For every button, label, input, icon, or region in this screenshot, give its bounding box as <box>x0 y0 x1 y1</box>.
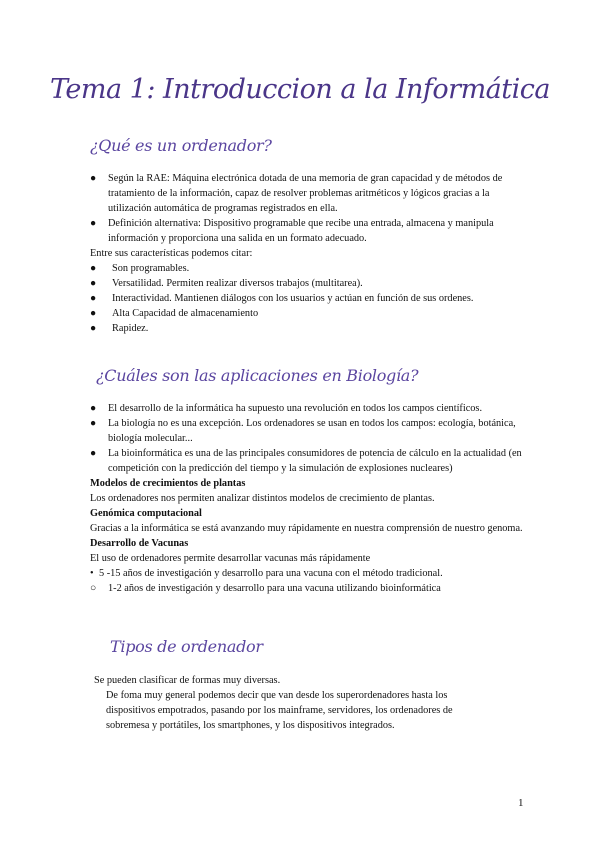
document-title: Tema 1: Introduccion a la Informática <box>50 74 550 105</box>
list-item: ● Interactividad. Mantienen diálogos con los usuarios y actúan en función de sus ordenes. <box>90 293 474 304</box>
list-item: ● La bioinformática es una de las principales consumidores de potencia de cálculo en la actualidad (en competición con la predicción del tiempo y la simulación de explosiones nucleares) <box>90 448 522 474</box>
bullet-icon: ● <box>90 218 97 229</box>
bullet-icon: ● <box>90 448 97 459</box>
section-body-tipos <box>94 673 534 733</box>
bullet-icon: ● <box>90 278 97 289</box>
bullet-icon: ● <box>90 323 97 334</box>
list-item: ● Definición alternativa: Dispositivo programable que recibe una entrada, almacena y manipula información y proporciona una salida en un formato adecuado. <box>90 218 494 244</box>
list-item: ● Según la RAE: Máquina electrónica dotada de una memoria de gran capacidad y de métodos de tratamiento de la información, capaz de resolver problemas aritméticos y lógicos gracias a la utilización automática de programas registrados en ella. <box>90 173 503 214</box>
section-heading-ordenador: ¿Qué es un ordenador? <box>90 136 272 155</box>
section-body-ordenador <box>90 171 530 336</box>
page-number: 1 <box>518 797 524 809</box>
bullet-icon: ● <box>90 293 97 304</box>
list-item: ● El desarrollo de la informática ha supuesto una revolución en todos los campos científicos. <box>90 403 483 414</box>
paragraph-genomica: Gracias a la informática se está avanzando muy rápidamente en nuestra comprensión de nuestro genoma. <box>90 523 523 534</box>
paragraph-clasificar: Se pueden clasificar de formas muy diversas. <box>94 675 281 686</box>
list-item: ● Rapidez. <box>90 323 149 334</box>
section-body-biologia <box>90 401 530 596</box>
circle-bullet-icon: ○ <box>90 583 97 594</box>
bullet-icon: ● <box>90 173 97 184</box>
section-heading-biologia: ¿Cuáles son las aplicaciones en Biología? <box>96 366 419 385</box>
list-item: ● Son programables. <box>90 263 190 274</box>
small-bullet-icon: • <box>90 568 94 579</box>
paragraph-modelos: Los ordenadores nos permiten analizar distintos modelos de crecimiento de plantas. <box>90 493 435 504</box>
bullet-icon: ● <box>90 308 97 319</box>
list-item: ○ 1-2 años de investigación y desarrollo para una vacuna utilizando bioinformática <box>90 583 441 594</box>
bullet-icon: ● <box>90 403 97 414</box>
features-intro: Entre sus características podemos citar: <box>90 248 253 259</box>
paragraph-tipos: De foma muy general podemos decir que van desde los superordenadores hasta los dispositivos empotrados, pasando por los mainframe, servidores, los ordenadores de sobremesa y portátiles, los smartphones, y los dispositivos integrados. <box>106 690 453 731</box>
list-item: ● Versatilidad. Permiten realizar diversos trabajos (multitarea). <box>90 278 363 289</box>
list-item: ● Alta Capacidad de almacenamiento <box>90 308 259 319</box>
list-item: • 5 -15 años de investigación y desarrollo para una vacuna con el método tradicional. <box>90 568 443 579</box>
subheading-genomica: Genómica computacional <box>90 508 202 519</box>
subheading-vacunas: Desarrollo de Vacunas <box>90 538 189 549</box>
bullet-icon: ● <box>90 263 97 274</box>
paragraph-vacunas: El uso de ordenadores permite desarrollar vacunas más rápidamente <box>90 553 371 564</box>
bullet-icon: ● <box>90 418 97 429</box>
list-item: ● La biología no es una excepción. Los ordenadores se usan en todos los campos: ecología, botánica, biología molecular... <box>90 418 516 444</box>
subheading-modelos: Modelos de crecimientos de plantas <box>90 478 246 489</box>
section-heading-tipos: Tipos de ordenador <box>110 637 263 656</box>
